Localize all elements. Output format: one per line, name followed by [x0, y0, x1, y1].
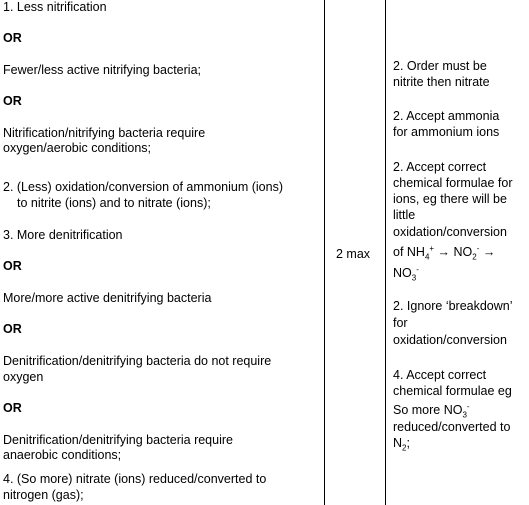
answer-line: oxygen — [3, 370, 44, 384]
guidance-line: ions, eg there will be — [393, 192, 507, 206]
answer-line: Denitrification/denitrifying bacteria require — [3, 433, 233, 447]
answer-line: More/more active denitrifying bacteria — [3, 291, 212, 305]
guidance-line: chemical formulae for — [393, 176, 513, 190]
answer-line: nitrogen (gas); — [3, 488, 84, 502]
answer-line: 1. Less nitrification — [3, 0, 107, 14]
guidance-line: 2. Order must be — [393, 59, 487, 73]
answer-line: anaerobic conditions; — [3, 448, 122, 462]
guidance-line: 2. Ignore ‘breakdown’ — [393, 299, 513, 313]
answer-line: Fewer/less active nitrifying bacteria; — [3, 63, 201, 77]
mark-allocation: 2 max — [336, 247, 371, 261]
guidance-line: nitrite then nitrate — [393, 75, 490, 89]
guidance-line: 2. Accept ammonia — [393, 109, 500, 123]
guidance-line: little — [393, 208, 416, 222]
guidance-line: oxidation/conversion — [393, 225, 507, 239]
guidance-line: for — [393, 316, 408, 330]
or-separator: OR — [3, 94, 22, 108]
guidance-line: for ammonium ions — [393, 125, 500, 139]
formula-line: So more $NO_3^-$ — [393, 401, 470, 420]
guidance-line: oxidation/conversion — [393, 333, 507, 347]
formula-line: $N_2$; — [393, 436, 410, 453]
answer-line: 3. More denitrification — [3, 228, 123, 242]
guidance-line: chemical formulae eg — [393, 384, 512, 398]
column-divider-left — [324, 0, 325, 505]
or-separator: OR — [3, 401, 22, 415]
guidance-line: 2. Accept correct — [393, 160, 487, 174]
or-separator: OR — [3, 259, 22, 273]
answer-line: 2. (Less) oxidation/conversion of ammonium (ions) — [3, 180, 283, 194]
answer-line: to nitrite (ions) and to nitrate (ions); — [17, 196, 211, 210]
answer-line: 4. (So more) nitrate (ions) reduced/converted to — [3, 472, 267, 486]
answer-line: oxygen/aerobic conditions; — [3, 141, 152, 155]
column-divider-right — [385, 0, 386, 505]
or-separator: OR — [3, 322, 22, 336]
guidance-line: reduced/converted to — [393, 420, 511, 434]
guidance-line: 4. Accept correct — [393, 368, 487, 382]
formula-line: of $NH_4^+ \to NO_2^-$ → — [393, 243, 496, 262]
formula-line: $NO_3^-$ — [393, 264, 419, 283]
answer-line: Denitrification/denitrifying bacteria do not require — [3, 354, 272, 368]
or-separator: OR — [3, 31, 22, 45]
answer-line: Nitrification/nitrifying bacteria require — [3, 126, 206, 140]
